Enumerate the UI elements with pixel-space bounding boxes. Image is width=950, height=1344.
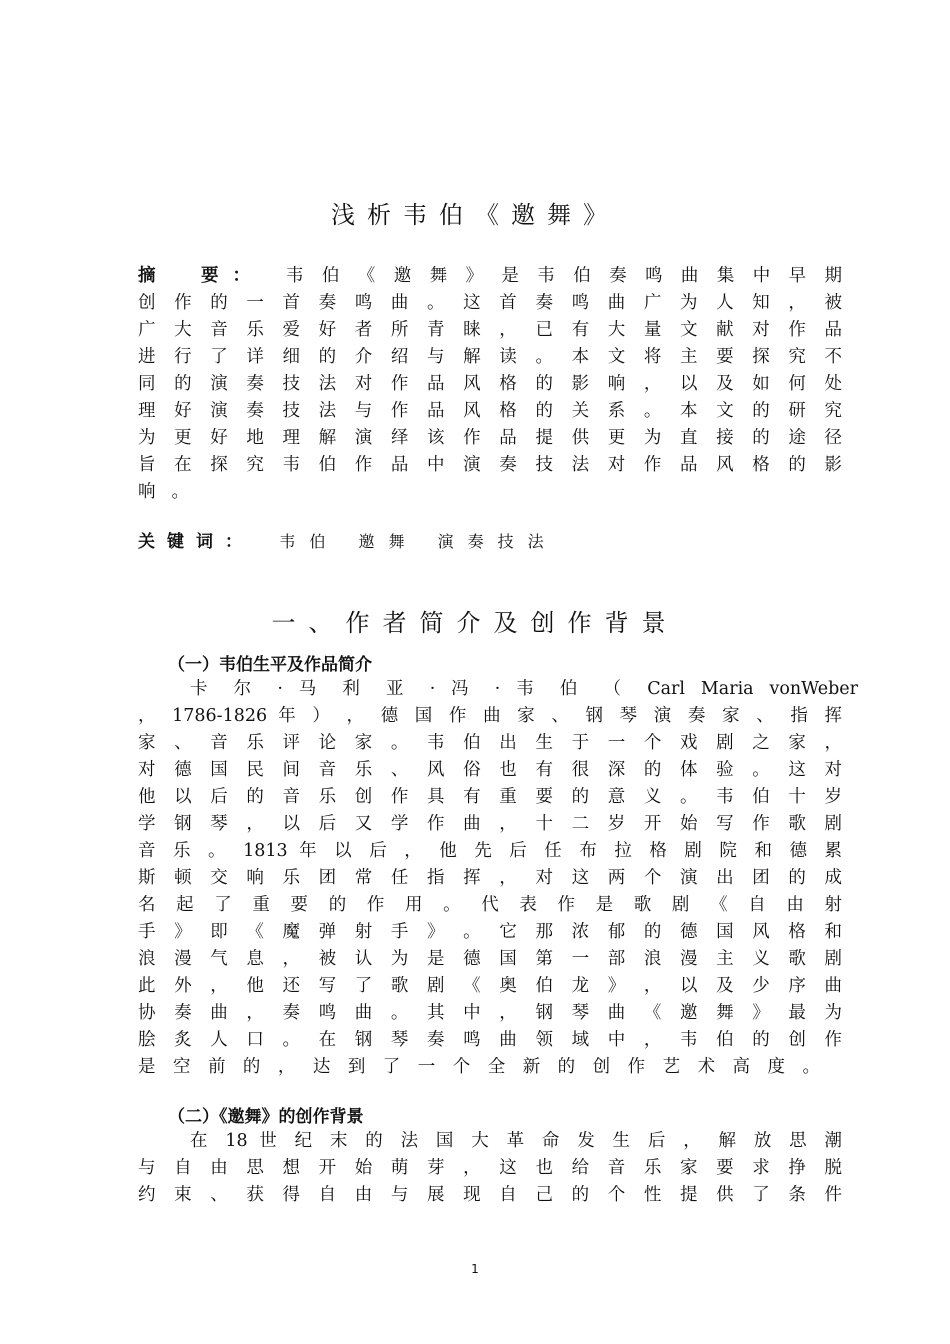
body-line: 是 空 前 的 ， 达 到 了 一 个 全 新 的 创 作 艺 术 高 度 。 xyxy=(138,1057,820,1077)
abstract-line: 旨 在 探 究 韦 伯 作 品 中 演 奏 技 法 对 作 品 风 格 的 影 xyxy=(138,455,842,475)
body-line: 卡 尔 · 马 利 亚 · 冯 · 韦 伯 （ Carl Maria vonWeber xyxy=(190,679,858,699)
body-line: 手 》 即 《 魔 弹 射 手 》 。 它 那 浓 郁 的 德 国 风 格 和 xyxy=(138,922,842,942)
page-number: 1 xyxy=(471,1262,479,1276)
body-line: 约 束 、 获 得 自 由 与 展 现 自 己 的 个 性 提 供 了 条 件 xyxy=(138,1185,842,1205)
abstract-label: 摘 要： xyxy=(138,266,264,286)
keywords-value: 韦伯 邀舞 演奏技法 xyxy=(279,532,558,551)
keywords-label: 关键词： xyxy=(138,532,254,552)
body-line: 脍 炙 人 口 。 在 钢 琴 奏 鸣 曲 领 域 中 ， 韦 伯 的 创 作 xyxy=(138,1030,842,1050)
subsection-heading: （一）韦伯生平及作品简介 xyxy=(168,655,372,675)
abstract-line: 同 的 演 奏 技 法 对 作 品 风 格 的 影 响 ， 以 及 如 何 处 xyxy=(138,374,842,394)
keywords xyxy=(138,527,558,552)
body-line: 学 钢 琴 ， 以 后 又 学 作 曲 ， 十 二 岁 开 始 写 作 歌 剧 xyxy=(138,814,842,834)
body-line: 家 、 音 乐 评 论 家 。 韦 伯 出 生 于 一 个 戏 剧 之 家 ， xyxy=(138,733,842,753)
document-title: 浅析韦伯《邀舞》 xyxy=(331,201,619,229)
subsection-heading: （二）《邀舞》的创作背景 xyxy=(168,1107,364,1127)
abstract-line: 响。 xyxy=(138,482,205,502)
body-line: 斯 顿 交 响 乐 团 常 任 指 挥 ， 对 这 两 个 演 出 团 的 成 xyxy=(138,868,842,888)
body-line: 音 乐 。 1813 年 以 后 ， 他 先 后 任 布 拉 格 剧 院 和 德 累 xyxy=(138,841,842,861)
body-line: 在 18 世 纪 末 的 法 国 大 革 命 发 生 后 ， 解 放 思 潮 xyxy=(190,1131,842,1151)
body-line: ， 1786-1826 年 ） ， 德 国 作 曲 家 、 钢 琴 演 奏 家 、 指 挥 xyxy=(138,706,842,726)
abstract-line: 创 作 的 一 首 奏 鸣 曲 。 这 首 奏 鸣 曲 广 为 人 知 ， 被 xyxy=(138,293,842,313)
abstract-line: 韦 伯 《 邀 舞 》 是 韦 伯 奏 鸣 曲 集 中 早 期 xyxy=(286,266,842,286)
abstract-line: 理 好 演 奏 技 法 与 作 品 风 格 的 关 系 。 本 文 的 研 究 xyxy=(138,401,842,421)
body-line: 他 以 后 的 音 乐 创 作 具 有 重 要 的 意 义 。 韦 伯 十 岁 xyxy=(138,787,842,807)
abstract-line: 为 更 好 地 理 解 演 绎 该 作 品 提 供 更 为 直 接 的 途 径 xyxy=(138,428,842,448)
body-line: 协 奏 曲 ， 奏 鸣 曲 。 其 中 ， 钢 琴 曲 《 邀 舞 》 最 为 xyxy=(138,1003,842,1023)
body-line: 与 自 由 思 想 开 始 萌 芽 ， 这 也 给 音 乐 家 要 求 挣 脱 xyxy=(138,1158,842,1178)
body-line: 名 起 了 重 要 的 作 用 。 代 表 作 是 歌 剧 《 自 由 射 xyxy=(138,895,842,915)
abstract-line: 广 大 音 乐 爱 好 者 所 青 睐 ， 已 有 大 量 文 献 对 作 品 xyxy=(138,320,842,340)
abstract-line: 进 行 了 详 细 的 介 绍 与 解 读 。 本 文 将 主 要 探 究 不 xyxy=(138,347,842,367)
section-heading: 一、作者简介及创作背景 xyxy=(271,609,679,637)
body-line: 此 外 ， 他 还 写 了 歌 剧 《 奥 伯 龙 》 ， 以 及 少 序 曲 xyxy=(138,976,842,996)
body-line: 对 德 国 民 间 音 乐 、 风 俗 也 有 很 深 的 体 验 。 这 对 xyxy=(138,760,842,780)
body-line: 浪 漫 气 息 ， 被 认 为 是 德 国 第 一 部 浪 漫 主 义 歌 剧 xyxy=(138,949,842,969)
